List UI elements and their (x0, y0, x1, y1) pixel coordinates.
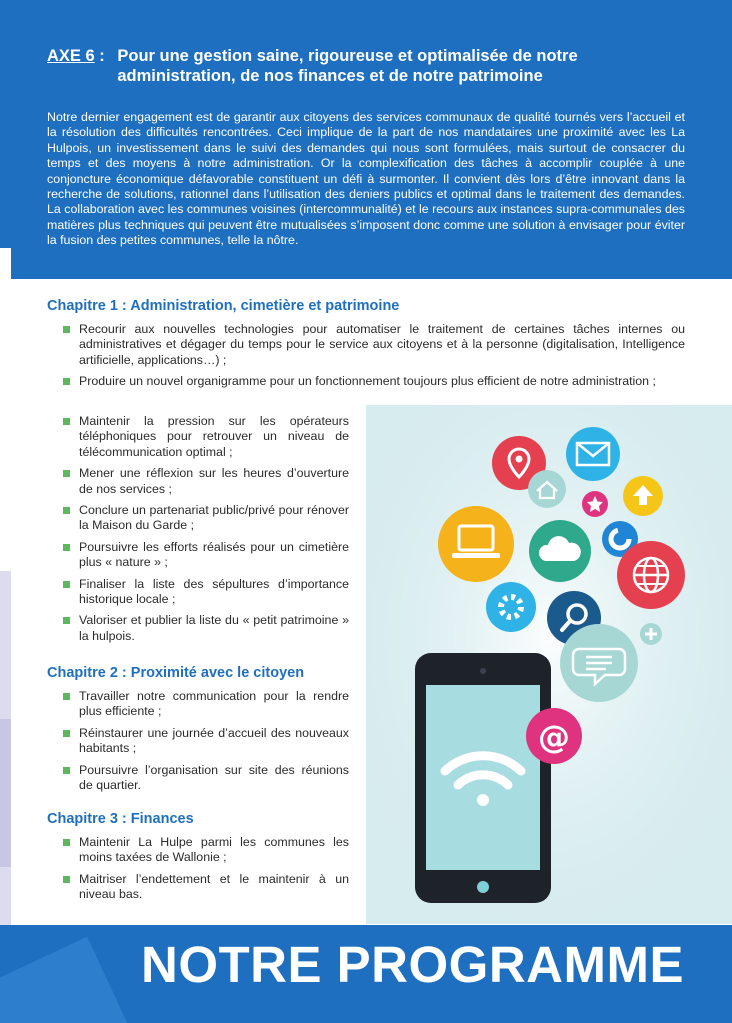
list-item: Mener une réflexion sur les heures d’ouverture de nos services ; (62, 466, 349, 497)
list-item: Maintenir La Hulpe parmi les communes les moins taxées de Wallonie ; (62, 835, 349, 866)
list-item: Travailler notre communication pour la rendre plus efficiente ; (62, 689, 349, 720)
list-item: Réinstaurer une journée d’accueil des nouveaux habitants ; (62, 726, 349, 757)
list-item: Maintenir la pression sur les opérateurs téléphoniques pour retrouver un niveau de télécommunication optimal ; (62, 414, 349, 460)
list-item: Poursuivre les efforts réalisés pour un cimetière plus « nature » ; (62, 540, 349, 571)
list-item: Produire un nouvel organigramme pour un fonctionnement toujours plus efficient de notre administration ; (62, 374, 685, 389)
mail-icon (566, 427, 620, 481)
star-icon (582, 491, 608, 517)
left-accent-strip (0, 867, 11, 925)
list-item: Poursuivre l’organisation sur site des réunions de quartier. (62, 763, 349, 794)
chapter-1-title: Chapitre 1 : Administration, cimetière et patrimoine (47, 298, 400, 314)
plus-icon (640, 623, 662, 645)
chapter-2-title: Chapitre 2 : Proximité avec le citoyen (47, 665, 305, 681)
gear-icon (486, 582, 536, 632)
globe-icon (617, 541, 685, 609)
list-item: Maitriser l’endettement et le maintenir à un niveau bas. (62, 872, 349, 903)
technology-illustration (366, 405, 732, 924)
chat-icon (560, 624, 638, 702)
list-item: Conclure un partenariat public/privé pour rénover la Maison du Garde ; (62, 503, 349, 534)
list-item: Recourir aux nouvelles technologies pour automatiser le traitement de certaines tâches internes ou administratives et dégager du temps pour le service aux citoyens et à la personne (digitalisation, Intelligence artificielle, applications…) ; (62, 322, 685, 368)
chapter-2-list (62, 689, 349, 799)
chapter-3-list (62, 835, 349, 909)
illustration-svg (366, 405, 732, 924)
footer-corner-shape (0, 937, 138, 1023)
list-item: Finaliser la liste des sépultures d’importance historique locale ; (62, 577, 349, 608)
left-accent-strip (0, 719, 11, 867)
axe-colon: : (94, 47, 110, 65)
list-item: Valoriser et publier la liste du « petit patrimoine » la hulpois. (62, 613, 349, 644)
chapter-3-title: Chapitre 3 : Finances (47, 811, 194, 827)
axe-title (47, 46, 687, 86)
left-accent-strip (0, 571, 11, 719)
home-icon (528, 470, 566, 508)
upload-icon (623, 476, 663, 516)
chapter-1-list-wide (62, 322, 685, 396)
programme-title: NOTRE PROGRAMME (141, 936, 684, 993)
at-sign-icon (526, 708, 582, 764)
axe-label: AXE 6 (47, 47, 95, 65)
at-symbol: @ (538, 718, 570, 756)
cloud-icon (529, 520, 591, 582)
chapter-1-list-narrow (62, 414, 349, 650)
intro-paragraph: Notre dernier engagement est de garantir aux citoyens des services communaux de qualité tournés vers l’accueil et la résolution des difficultés rencontrées. Ceci implique de la part de nos mandataires une proximité avec les La Hulpois, un investissement dans le suivi des demandes qui nous sont formulées, mais surtout de consacrer du temps et des moyens à notre administration. Or la complexification des tâches à accomplir couplée à une conjoncture économique défavorable constituent un défi à surmonter. Il convient dès lors d’être innovant dans la recherche de solutions, rationnel dans l’utilisation des deniers publics et optimal dans le traitement des demandes. La collaboration avec les communes voisines (intercommunalité) et le recours aux instances supra-communales des matières plus techniques qui peuvent être mutualisées s’imposent donc comme une solution à envisager pour éviter la fusion des petites communes, telle la nôtre. (47, 110, 685, 248)
axe-heading-text: Pour une gestion saine, rigoureuse et optimalisée de notre administration, de nos finances et de notre patrimoine (117, 47, 578, 85)
header-notch (0, 248, 11, 279)
laptop-icon (438, 506, 514, 582)
